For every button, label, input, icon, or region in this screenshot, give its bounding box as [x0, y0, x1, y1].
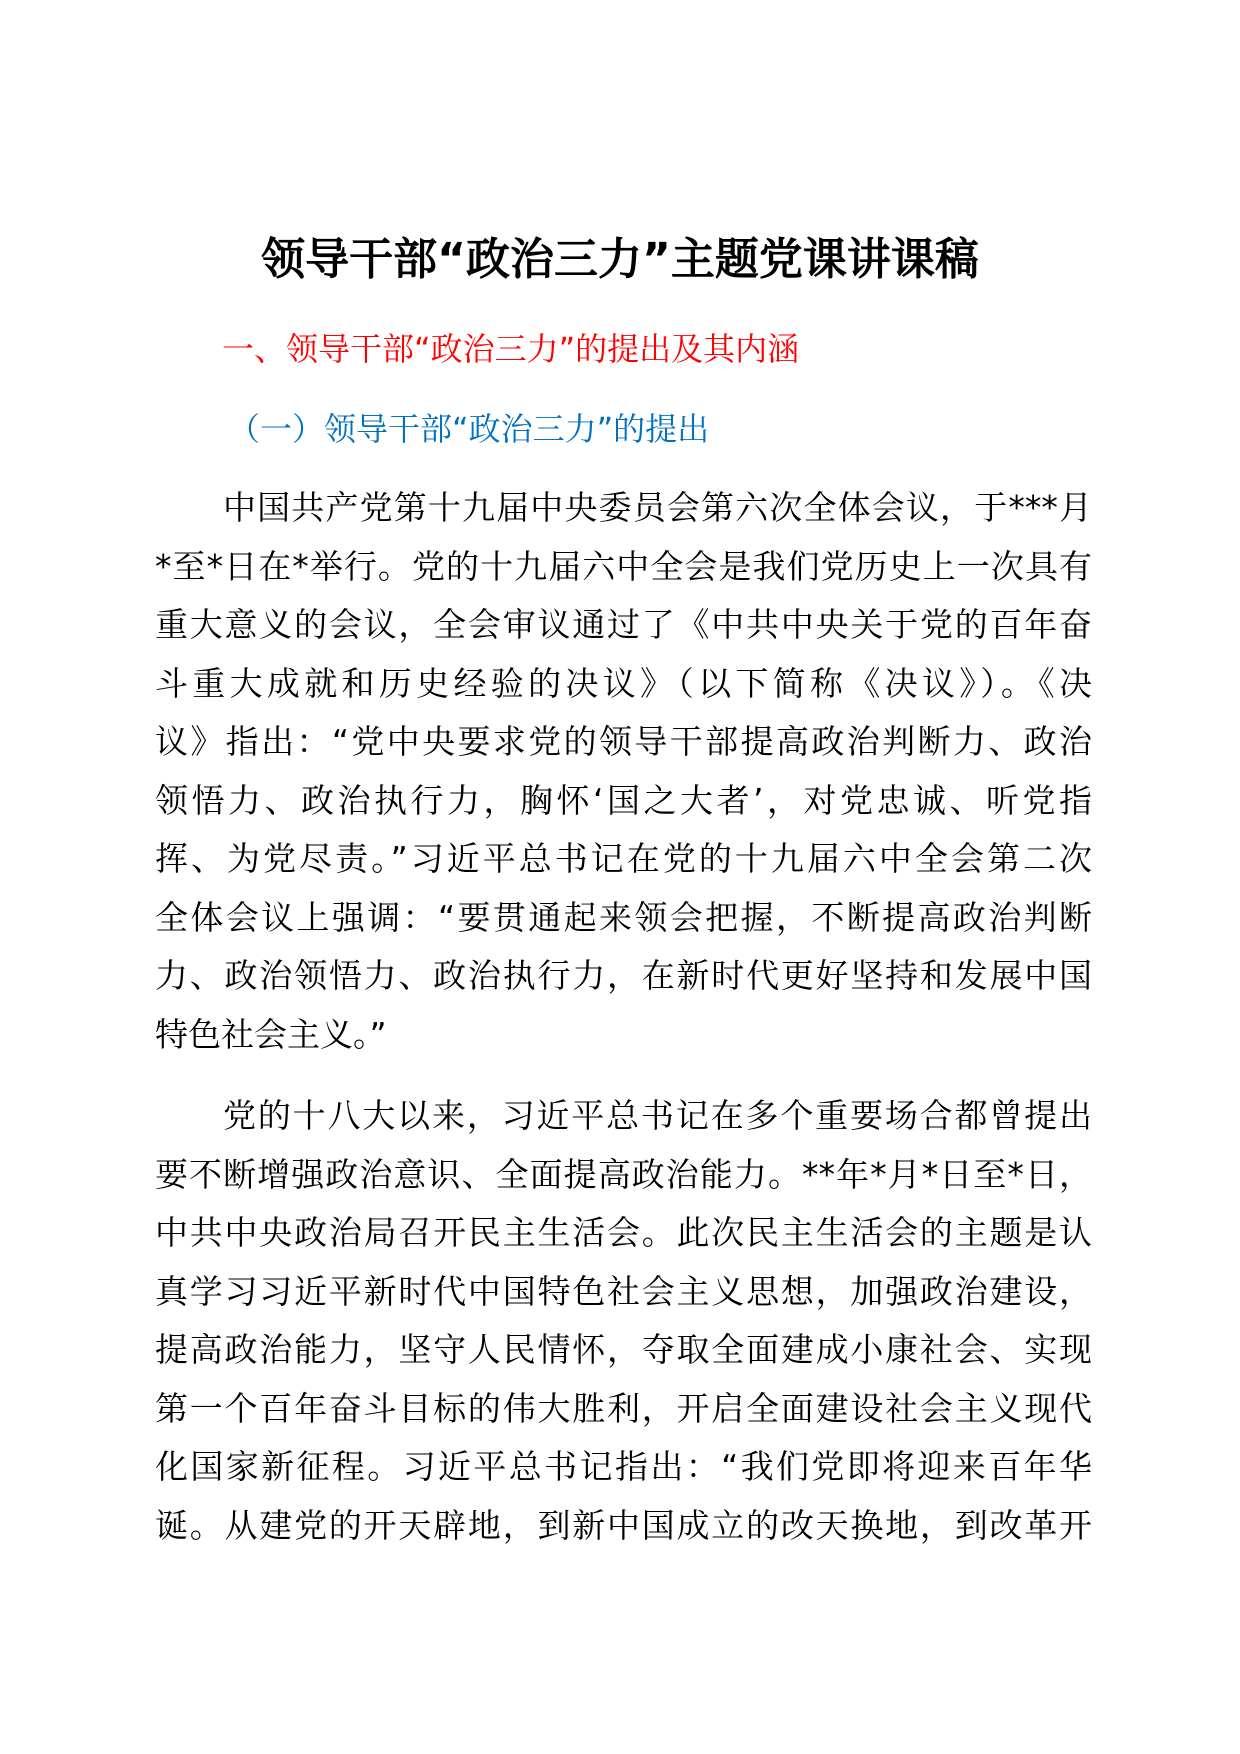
document-title: 领导干部“政治三力”主题党课讲课稿	[261, 234, 979, 285]
text-line: 要不断增强政治意识、全面提高政治能力。**年*月*日至*日，	[155, 1154, 1092, 1194]
text-line: 议》指出：“党中央要求党的领导干部提高政治判断力、政治	[155, 722, 1092, 761]
section-heading: 一、领导干部“政治三力”的提出及其内涵	[222, 330, 800, 368]
text-line: 党的十八大以来，习近平总书记在多个重要场合都曾提出	[223, 1096, 1092, 1135]
text-line: 重大意义的会议，全会审议通过了《中共中央关于党的百年奋	[155, 605, 1092, 644]
text-line: 诞。从建党的开天辟地，到新中国成立的改天换地，到改革开	[155, 1505, 1092, 1545]
text-line: 斗重大成就和历史经验的决议》（以下简称《决议》）。《决	[155, 663, 1092, 703]
text-line: 提高政治能力，坚守人民情怀，夺取全面建成小康社会、实现	[155, 1330, 1092, 1369]
text-line: 中国共产党第十九届中央委员会第六次全体会议，于***月	[223, 488, 1092, 527]
text-line: 领悟力、政治执行力，胸怀‘国之大者’，对党忠诚、听党指	[155, 780, 1092, 820]
text-line: 真学习习近平新时代中国特色社会主义思想，加强政治建设，	[155, 1271, 1092, 1311]
paragraph-2	[155, 1087, 1092, 1555]
subsection-heading: （一）领导干部“政治三力”的提出	[228, 410, 710, 448]
text-line: 化国家新征程。习近平总书记指出：“我们党即将迎来百年华	[155, 1447, 1092, 1486]
text-line: 全体会议上强调：“要贯通起来领会把握，不断提高政治判断	[155, 897, 1092, 937]
text-line: 力、政治领悟力、政治执行力，在新时代更好坚持和发展中国	[155, 956, 1092, 995]
paragraph-1	[155, 479, 1092, 1064]
text-line: 挥、为党尽责。”习近平总书记在党的十九届六中全会第二次	[155, 839, 1092, 878]
text-line: 特色社会主义。”	[155, 1014, 387, 1054]
text-line: 第一个百年奋斗目标的伟大胜利，开启全面建设社会主义现代	[155, 1388, 1092, 1428]
text-line: 中共中央政治局召开民主生活会。此次民主生活会的主题是认	[155, 1213, 1092, 1252]
text-line: *至*日在*举行。党的十九届六中全会是我们党历史上一次具有	[155, 546, 1092, 586]
